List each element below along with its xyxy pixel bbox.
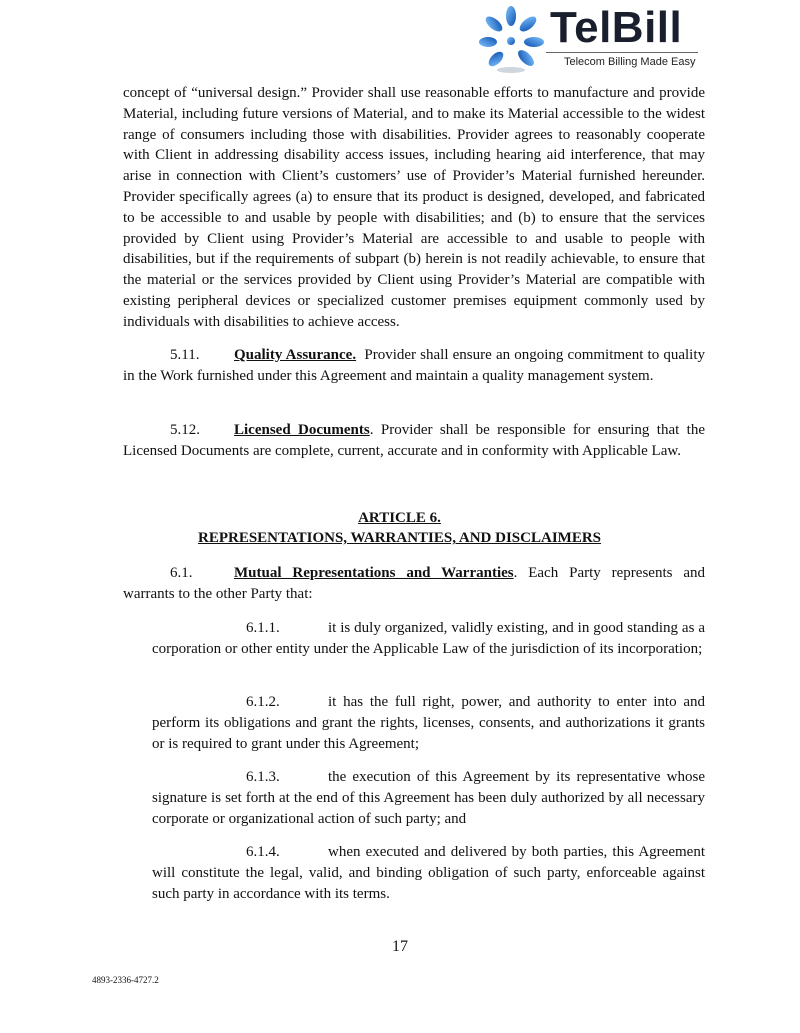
logo-wordmark: TelBill: [550, 3, 683, 52]
subsection-text: it is duly organized, validly existing, and in good standing as a corporation or other entity under the Applicable Law of the jurisdiction of its incorporation;: [152, 620, 705, 657]
section-heading: Quality Assurance.: [234, 347, 357, 363]
subsection-6-1-1: [152, 618, 705, 660]
subsection-6-1-2: [152, 692, 705, 754]
section-number: 5.12.: [170, 422, 200, 438]
logo-divider: [546, 52, 698, 53]
section-text: Provider shall ensure an ongoing commitment to quality in the Work furnished under this Agreement and maintain a quality management system.: [123, 347, 706, 384]
section-number: 6.1.: [170, 565, 193, 581]
section-5-12: [123, 420, 705, 462]
telbill-logo: [474, 4, 704, 76]
logo-tagline: Telecom Billing Made Easy: [564, 56, 696, 68]
starburst-logo-icon: [474, 4, 548, 76]
document-id: 4893-2336-4727.2: [92, 975, 159, 985]
subsection-6-1-4: [152, 842, 705, 904]
section-6-1: [123, 563, 705, 605]
subsection-text: the execution of this Agreement by its representative whose signature is set forth at the end of this Agreement has been duly authorized by all necessary corporate or organizational action of such party; and: [152, 769, 705, 827]
section-heading: Mutual Representations and Warranties: [234, 565, 514, 581]
subsection-text: it has the full right, power, and authority to enter into and perform its obligations and grant the rights, licenses, consents, and authorizations it grants or is required to grant under this Agreement;: [152, 694, 705, 752]
subsection-text: when executed and delivered by both parties, this Agreement will constitute the legal, valid, and binding obligation of such party, enforceable against such party in accordance with its terms.: [152, 844, 705, 902]
intro-paragraph: concept of “universal design.” Provider shall use reasonable efforts to manufacture and provide Material, including future versions of Material, and to make its Material accessible to the widest range of consumers including those with disabilities. Provider agrees to reasonably cooperate with Client in addressing disability access issues, including hearing aid interference, that may arise in connection with Client’s customers’ use of Provider’s Material furnished hereunder. Provider specifically agrees (a) to ensure that its product is designed, developed, and fabricated to be accessible to and usable by people with disabilities; and (b) to ensure that the services provided by Client using Provider’s Material are accessible to and usable to people with disabilities, but if the requirements of subpart (b) herein is not readily achievable, to ensure that the material or the services provided by Client using Provider’s Material are compatible with existing peripheral devices or specialized customer premises equipment commonly used by individuals with disabilities to achieve access.: [123, 85, 705, 330]
section-heading: Licensed Documents: [234, 422, 370, 438]
subsection-number: 6.1.4.: [246, 844, 280, 860]
subsection-number: 6.1.2.: [246, 694, 280, 710]
subsection-6-1-3: [152, 767, 705, 829]
subsection-number: 6.1.3.: [246, 769, 280, 785]
subsection-number: 6.1.1.: [246, 620, 280, 636]
article-title: REPRESENTATIONS, WARRANTIES, AND DISCLAIMERS: [197, 530, 601, 546]
section-5-11: [123, 345, 705, 387]
section-number: 5.11.: [170, 347, 200, 363]
article-number: ARTICLE 6.: [358, 510, 441, 526]
page-number: 17: [392, 938, 408, 955]
section-text: . Provider shall be responsible for ensuring that the Licensed Documents are complete, current, accurate and in conformity with Applicable Law.: [123, 422, 705, 459]
section-text: . Each Party represents and warrants to the other Party that:: [123, 565, 705, 602]
